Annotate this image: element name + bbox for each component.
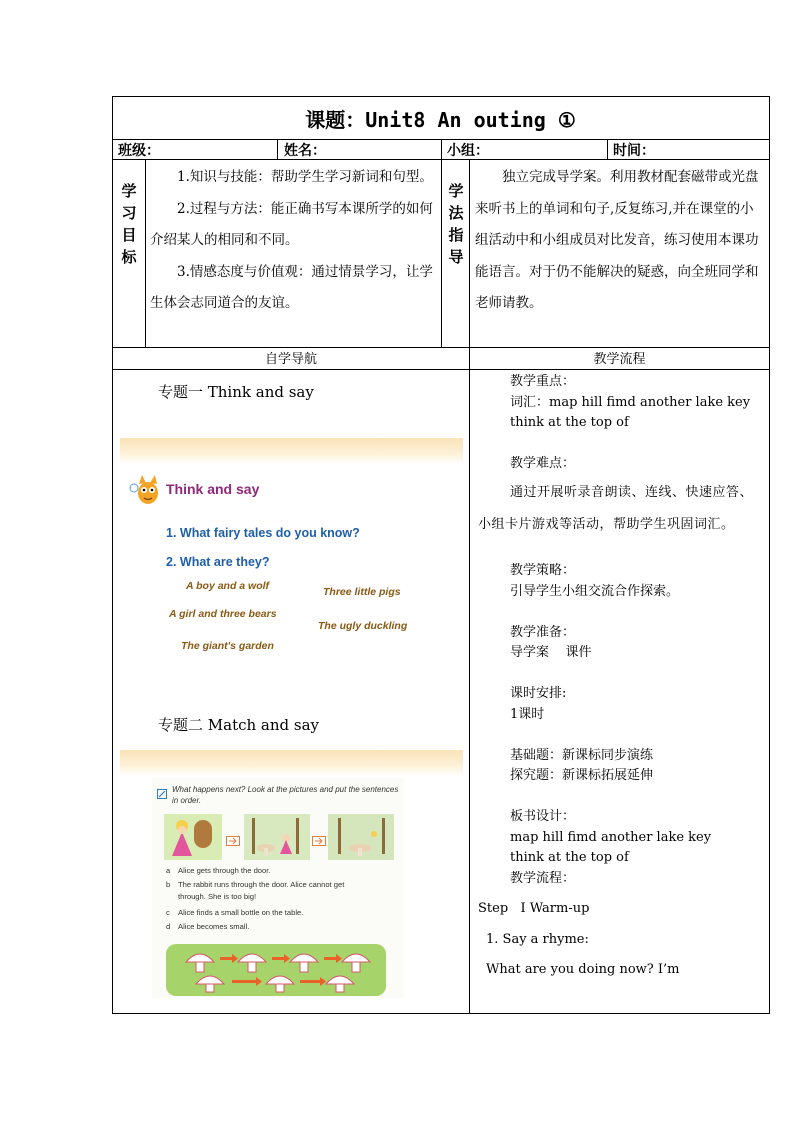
tale-boy-wolf: A boy and a wolf	[186, 580, 270, 592]
topic2-banner	[120, 750, 463, 776]
tale-girl-bears: A girl and three bears	[169, 608, 277, 620]
key-label: 教学重点：	[510, 374, 576, 389]
think-and-say-label: Think and say	[166, 481, 260, 497]
basic-exercise: 基础题：新课标同步演练	[510, 747, 654, 763]
objectives-text	[150, 162, 438, 320]
topic2-heading: 专题二 Match and say	[158, 716, 320, 734]
right-section-header: 教学流程	[593, 352, 646, 367]
arrow-right-icon	[312, 831, 326, 841]
strategy-label: 教学策略：	[510, 563, 576, 578]
hours-text: 1课时	[510, 706, 545, 722]
method-text: 独立完成导学案。利用教材配套磁带或光盘来听书上的单词和句子,反复练习,并在课堂的小组活动中和小组成员对比发音，练习使用本课功能语言。对于仍不能解决的疑惑，向全班同学和老师请教。	[475, 169, 759, 311]
rhyme-line: What are you doing now? I’m	[486, 962, 680, 977]
step-1: Step I Warm-up	[478, 901, 590, 916]
time-label: 时间：	[613, 143, 655, 159]
arrow-right-icon	[226, 831, 240, 841]
teaching-flow	[478, 372, 766, 981]
rhyme-label: 1. Say a rhyme:	[486, 931, 589, 947]
method-label: 学 法 指 导	[448, 182, 464, 266]
tale-ugly-duckling: The ugly duckling	[318, 620, 408, 632]
key-vocab-1: 词汇：map hill fimd another lake key	[510, 394, 751, 410]
question-2: 2. What are they?	[166, 555, 270, 569]
question-1: 1. What fairy tales do you know?	[166, 526, 360, 540]
match-instruction: What happens next? Look at the pictures and put the sentences in order.	[172, 785, 399, 805]
cat-mascot-icon	[128, 472, 164, 508]
hours-label: 课时安排:	[510, 686, 567, 701]
key-vocab-2: think at the top of	[510, 415, 629, 430]
board-label: 板书设计：	[510, 809, 576, 824]
group-label: 小组：	[447, 143, 489, 159]
objective-1: 1.知识与技能：帮助学生学习新词和句型。	[177, 169, 433, 185]
tale-giants-garden: The giant's garden	[181, 640, 274, 652]
objective-2: 2.过程与方法：能正确书写本课所学的如何介绍某人的相同和不同。	[150, 200, 433, 248]
topic1-banner	[120, 438, 463, 464]
story-picture-2	[244, 814, 310, 860]
process-label: 教学流程：	[510, 870, 576, 886]
left-section-header: 自学导航	[264, 352, 317, 367]
name-label: 姓名：	[284, 143, 326, 159]
class-label: 班级：	[118, 143, 160, 159]
prep-label: 教学准备：	[510, 624, 576, 640]
difficulty-text: 通过开展听录音朗读、连线、快速应答、小组卡片游戏等活动，帮助学生巩固词汇。	[478, 484, 754, 532]
mushroom-path-picture	[166, 940, 386, 998]
tale-three-pigs: Three little pigs	[323, 586, 401, 598]
board-line-1: map hill fimd another lake key	[510, 829, 712, 845]
story-picture-3	[328, 814, 394, 860]
pencil-icon	[157, 784, 167, 794]
story-picture-1	[164, 814, 222, 860]
explore-exercise: 探究题：新课标拓展延伸	[510, 768, 654, 783]
match-activity-panel: What happens next? Look at the pictures and put the sentences in order. a Alice gets through the door. b The rabbit runs through the door. Alice cannot get through. She is too big! c Alice finds a small bottle on the table. d Alice becomes small.	[152, 778, 404, 998]
strategy-text: 引导学生小组交流合作探索。	[510, 583, 680, 599]
objective-3: 3.情感态度与价值观：通过情景学习，让学生体会志同道合的友谊。	[150, 263, 433, 311]
topic1-heading: 专题一 Think and say	[158, 383, 314, 401]
difficulty-label: 教学难点：	[510, 456, 576, 471]
prep-text: 导学案 课件	[510, 645, 592, 660]
page-title: 课题：Unit8 An outing ①	[305, 107, 576, 132]
objectives-label: 学 习 目 标	[121, 182, 137, 266]
board-line-2: think at the top of	[510, 850, 629, 865]
